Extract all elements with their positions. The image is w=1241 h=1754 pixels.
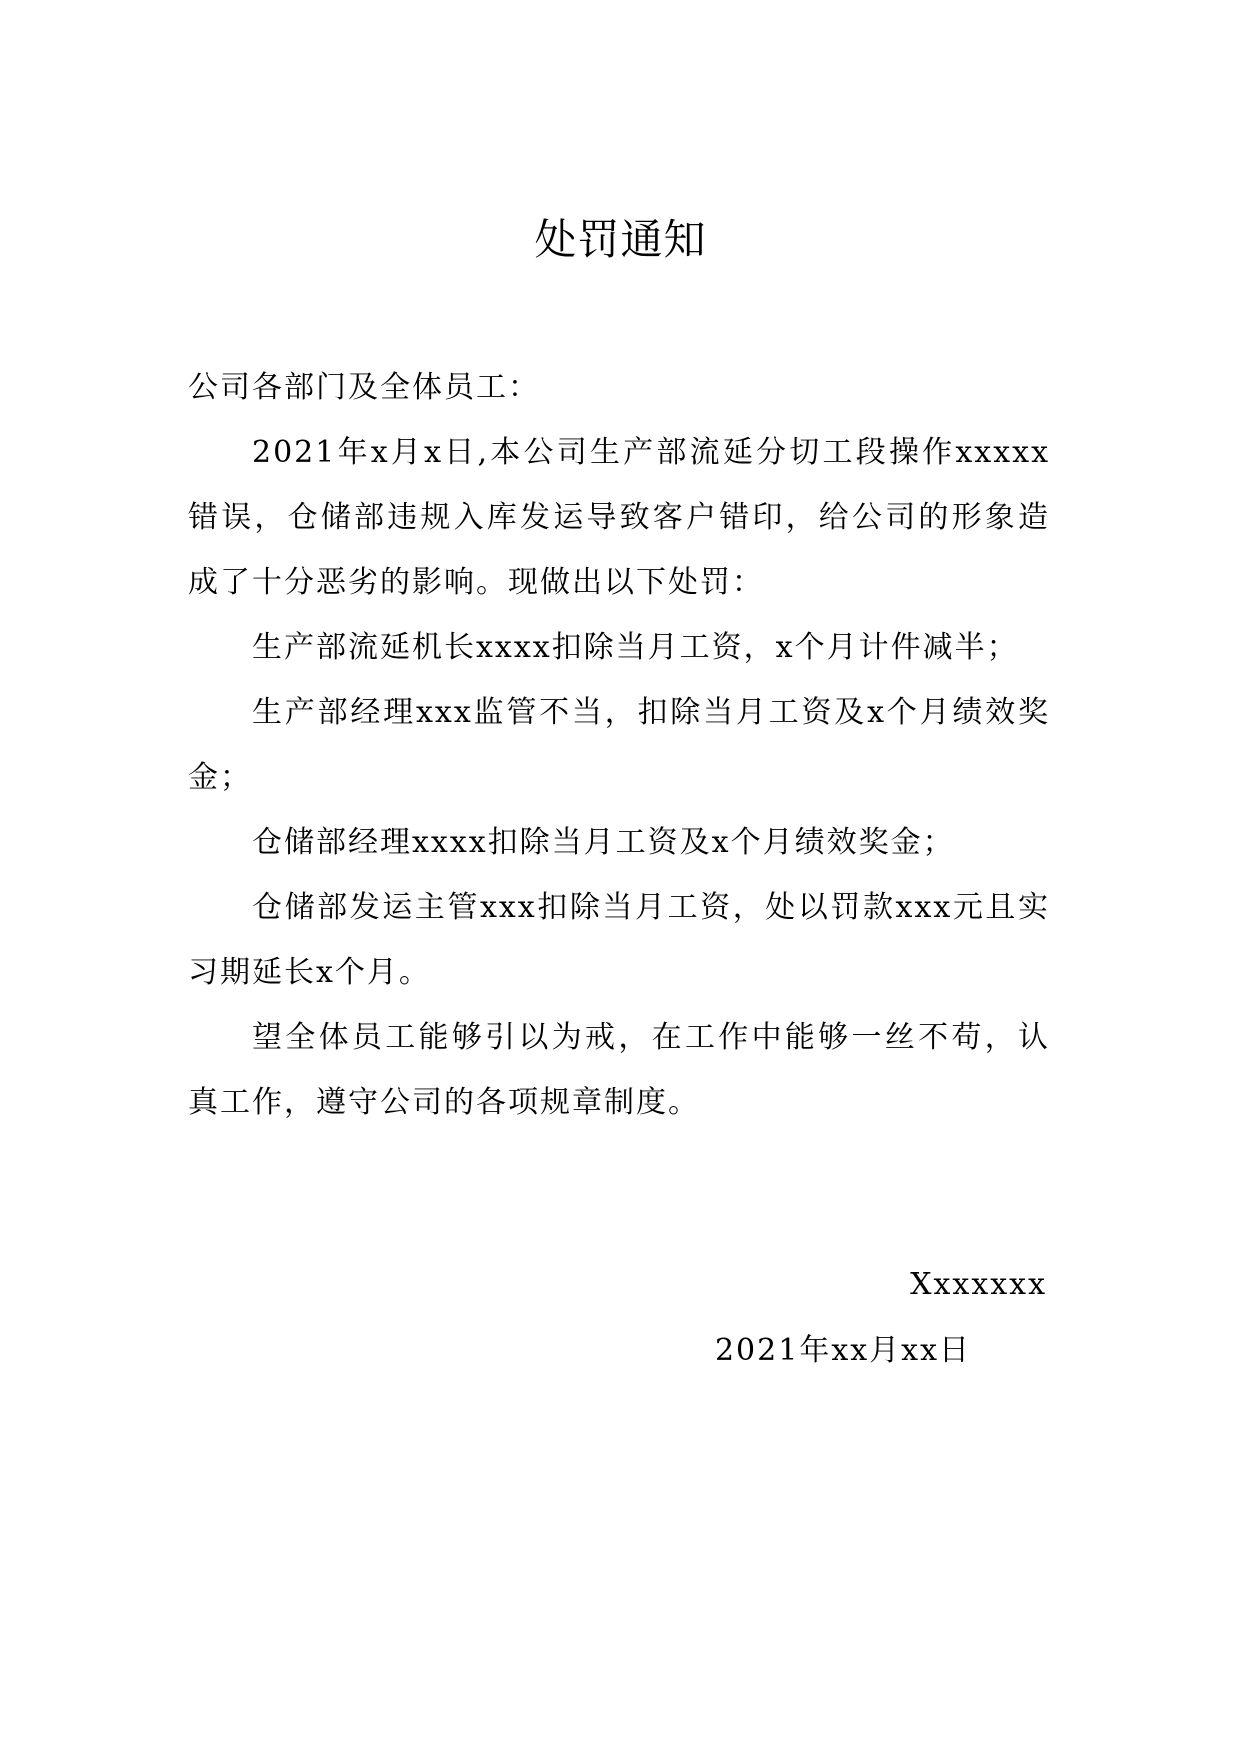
signature: Xxxxxxx (910, 1267, 1047, 1302)
paragraph-incident: 2021年x月x日,本公司生产部流延分切工段操作xxxxx错误，仓储部违规入库发运导致客户错印，给公司的形象造成了十分恶劣的影响。现做出以下处罚： (188, 435, 1050, 600)
salutation: 公司各部门及全体员工： (188, 370, 540, 405)
paragraph-closing: 望全体员工能够引以为戒，在工作中能够一丝不苟，认真工作，遵守公司的各项规章制度。 (188, 1020, 1050, 1120)
paragraph-penalty-1: 生产部流延机长xxxx扣除当月工资，x个月计件减半； (252, 630, 1019, 665)
document-body (188, 355, 1050, 1135)
document-title: 处罚通知 (534, 215, 707, 264)
paragraph-penalty-4: 仓储部发运主管xxx扣除当月工资，处以罚款xxx元且实习期延长x个月。 (188, 890, 1050, 990)
paragraph-penalty-3: 仓储部经理xxxx扣除当月工资及x个月绩效奖金； (252, 825, 955, 860)
paragraph-penalty-2: 生产部经理xxx监管不当，扣除当月工资及x个月绩效奖金； (188, 695, 1050, 795)
signature-date: 2021年xx月xx日 (714, 1333, 971, 1368)
